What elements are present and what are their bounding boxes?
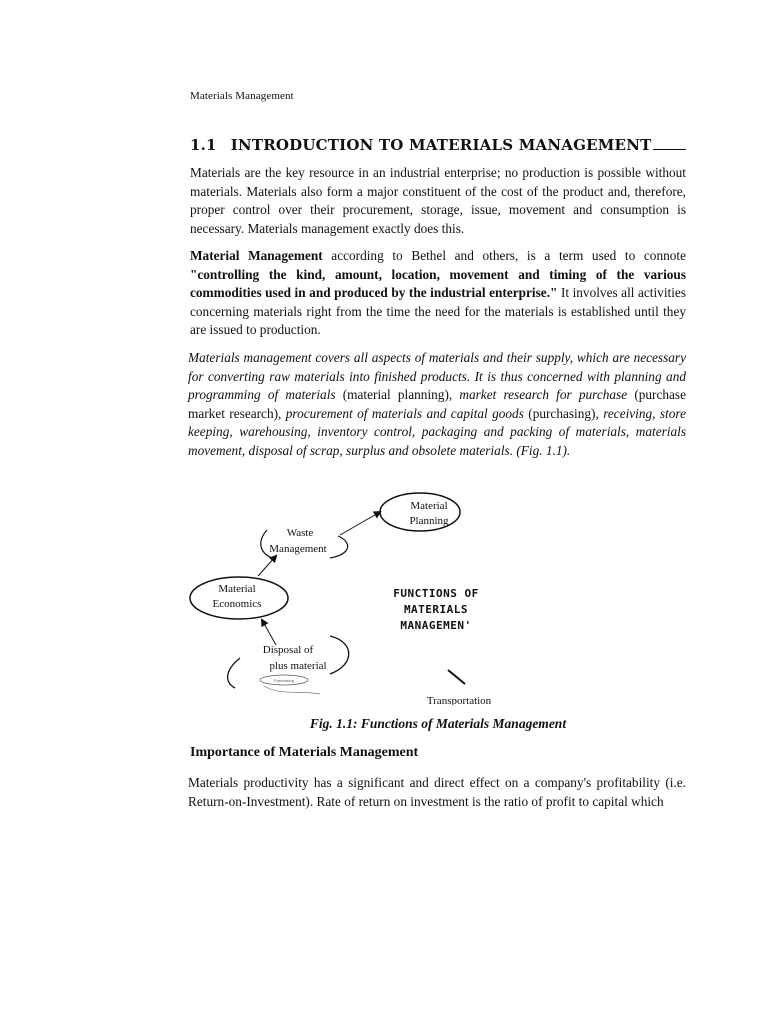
section-heading — [190, 136, 686, 154]
scope-part-5: procurement of materials and capital goods — [285, 405, 529, 421]
definition-quote: "controlling the kind, amount, location, movement and timing of the various commodities used in and produced by the industrial enterprise." — [190, 266, 686, 301]
scope-part-1: Materials management covers all aspects of materials and their supply, which are necessary for converting raw materials into finished products. It is thus concerned with planning and programming of materials — [188, 350, 686, 403]
center-title-line1: FUNCTIONS OF — [393, 587, 479, 600]
section-title: INTRODUCTION TO MATERIALS MANAGEMENT — [230, 136, 652, 154]
waste-management-line2: Management — [269, 543, 327, 555]
center-title-line3: MANAGEMEN' — [400, 619, 472, 632]
purchasing-mini-label: Purchasing — [273, 678, 295, 683]
transportation-label: Transportation — [426, 695, 492, 705]
scope-paragraph — [188, 349, 686, 461]
disposal-line2: plus material — [269, 660, 327, 672]
definition-tail: It involves all activities concerning materials right from the time the need for the materials is established until they are issued to production. — [190, 285, 686, 338]
importance-paragraph: Materials productivity has a significant and direct effect on a company's profitability (i.e. Return-on-Investment). Rate of return on investment is the ratio of profit to capital which — [188, 775, 686, 809]
scope-part-6: (purchasing), — [528, 405, 604, 421]
figure-caption: Fig. 1.1: Functions of Materials Management — [309, 716, 567, 731]
disposal-line1: Disposal of — [262, 644, 314, 656]
definition-paragraph — [190, 247, 686, 340]
arrow-disposal-to-economics — [262, 620, 276, 645]
material-economics-node — [190, 577, 288, 619]
definition-term: Material Management — [190, 248, 323, 263]
arrow-economics-to-waste — [258, 556, 276, 576]
definition-lead: according to Bethel and others, is a term used to connote — [322, 248, 686, 263]
waste-management-line1: Waste — [286, 527, 314, 539]
scope-part-7: receiving, store keeping, warehousing, inventory control, packaging and packing of materials, materials movement, disposal of scrap, surplus and obsolete materials. (Fig. 1.1). — [188, 405, 686, 458]
heading-rule — [653, 137, 686, 150]
scope-part-2: (material planning), — [342, 387, 460, 403]
center-title-line2: MATERIALS — [403, 603, 469, 616]
intro-paragraph: Materials are the key resource in an industrial enterprise; no production is possible without materials. Materials also form a major constituent of the cost of the product and, therefore, proper control over their procurement, storage, issue, movement and consumption is necessary. Materials management exactly does this. — [190, 165, 686, 236]
material-planning-line2: Planning — [409, 515, 449, 527]
material-economics-line2: Economics — [212, 598, 262, 610]
scope-part-4: (purchase market research), — [188, 387, 686, 421]
material-economics-line1: Material — [218, 583, 256, 595]
running-head: Materials Management — [190, 90, 294, 102]
waste-management-node — [261, 527, 348, 558]
importance-heading: Importance of Materials Management — [190, 745, 419, 760]
material-planning-node — [380, 493, 460, 531]
scope-part-3: market research for purchase — [459, 387, 635, 403]
functions-diagram — [180, 490, 540, 705]
disposal-node — [228, 636, 349, 694]
section-number: 1.1 — [190, 136, 217, 154]
center-title — [393, 587, 478, 632]
material-planning-line1: Material — [410, 500, 448, 512]
transportation-line — [448, 670, 465, 684]
arrow-waste-to-planning — [340, 512, 380, 535]
